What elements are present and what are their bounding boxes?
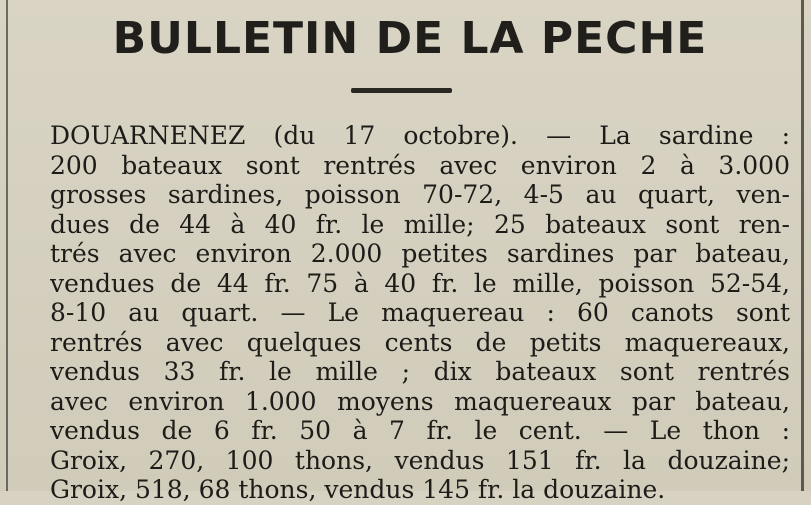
article-line: DOUARNENEZ (du 17 octobre). — La sardine : — [50, 121, 790, 150]
headline-divider — [351, 88, 452, 93]
left-column-rule — [6, 0, 8, 491]
right-column-rule — [801, 0, 804, 491]
article-body — [50, 121, 790, 505]
headline: BULLETIN DE LA PECHE — [112, 13, 708, 64]
article-line: 8-10 au quart. — Le maquereau : 60 canots sont — [50, 298, 790, 327]
article-line: Groix, 518, 68 thons, vendus 145 fr. la douzaine. — [50, 475, 666, 504]
article-line: rentrés avec quelques cents de petits maquereaux, — [50, 327, 790, 357]
article-line: trés avec environ 2.000 petites sardines par bateau, — [50, 239, 790, 268]
article-line: avec environ 1.000 moyens maquereaux par bateau, — [50, 386, 790, 416]
article-line: vendus 33 fr. le mille ; dix bateaux sont rentrés — [50, 357, 790, 386]
article-line: 200 bateaux sont rentrés avec environ 2 à 3.000 — [50, 150, 790, 180]
article-line: grosses sardines, poisson 70-72, 4-5 au quart, ven- — [50, 180, 790, 209]
article-line: vendues de 44 fr. 75 à 40 fr. le mille, poisson 52-54, — [50, 268, 790, 298]
article-line: vendus de 6 fr. 50 à 7 fr. le cent. — Le thon : — [50, 416, 790, 445]
article-line: dues de 44 à 40 fr. le mille; 25 bateaux sont ren- — [50, 209, 790, 239]
article-line: Groix, 270, 100 thons, vendus 151 fr. la douzaine; — [50, 445, 790, 475]
